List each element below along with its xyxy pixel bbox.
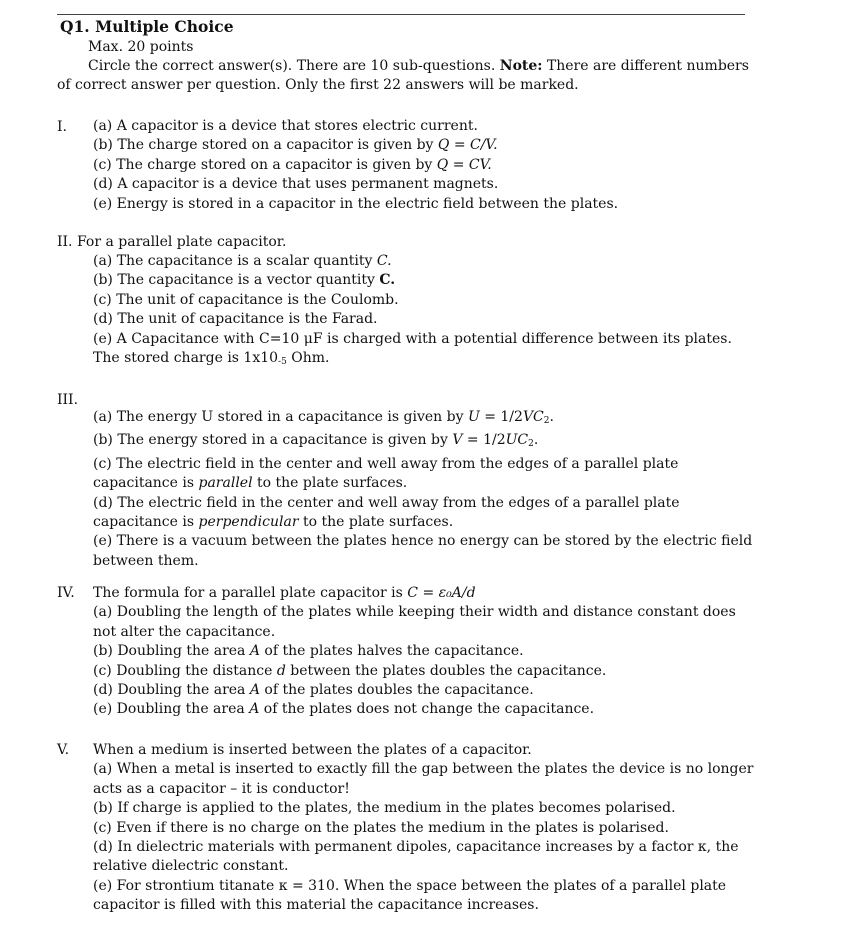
option-5d[interactable]: (d) In dielectric materials with permanent dipoles, capacitance increases by a factor κ, the relative dielectric constant.	[93, 839, 739, 875]
option-4a[interactable]: (a) Doubling the length of the plates while keeping their width and distance constant does not alter the capacitance.	[93, 604, 736, 640]
subquestion-4-options	[93, 584, 736, 720]
option-2e[interactable]: (e) A Capacitance with C=10 μF is charged with a potential difference between its plates. The stored charge is $1x10_{-5}$ Ohm.	[93, 330, 732, 368]
option-3a[interactable]: (a) The energy U stored in a capacitance is given by $U = 1/2VC_2$.	[93, 409, 554, 426]
option-3e[interactable]: (e) There is a vacuum between the plates hence no energy can be stored by the electric field between them.	[93, 533, 753, 569]
option-4c[interactable]: (c) Doubling the distance d between the plates doubles the capacitance.	[93, 662, 607, 679]
subquestion-1-options	[93, 117, 618, 214]
option-1a[interactable]: (a) A capacitor is a device that stores electric current.	[93, 118, 478, 134]
option-1e[interactable]: (e) Energy is stored in a capacitor in the electric field between the plates.	[93, 195, 619, 212]
option-5a[interactable]: (a) When a metal is inserted to exactly fill the gap between the plates the device is no longer acts as a capacitor – it is conductor!	[93, 761, 754, 797]
max-points: Max. 20 points	[88, 39, 194, 55]
option-2a[interactable]: (a) The capacitance is a scalar quantity C.	[93, 253, 392, 269]
top-rule	[57, 14, 745, 15]
option-2d[interactable]: (d) The unit of capacitance is the Farad.	[93, 311, 378, 328]
subquestion-3-number: III.	[57, 392, 79, 408]
subquestion-1-number: I.	[57, 119, 67, 135]
option-5e[interactable]: (e) For strontium titanate κ = 310. When the space between the plates of a parallel plate capacitor is filled with this material the capacitance increases.	[93, 877, 727, 914]
subquestion-5-stem: When a medium is inserted between the plates of a capacitor.	[93, 742, 532, 758]
option-4d[interactable]: (d) Doubling the area A of the plates doubles the capacitance.	[93, 682, 534, 699]
subquestion-3-options	[93, 408, 752, 571]
option-5c[interactable]: (c) Even if there is no charge on the plates the medium in the plates is polarised.	[93, 819, 669, 836]
option-1c[interactable]: (c) The charge stored on a capacitor is given by Q = CV.	[93, 156, 492, 173]
option-2b[interactable]: (b) The capacitance is a vector quantity C.	[93, 272, 396, 289]
subquestion-2-options	[93, 252, 732, 372]
subquestion-4-stem: The formula for a parallel plate capacitor is C = ε₀A/d	[93, 585, 476, 601]
note-label: Note:	[499, 58, 543, 74]
option-1d[interactable]: (d) A capacitor is a device that uses permanent magnets.	[93, 176, 499, 193]
option-3c[interactable]: (c) The electric field in the center and well away from the edges of a parallel plate capacitance is parallel to the plate surfaces.	[93, 455, 679, 492]
instructions-text-cont: There are different numbers	[546, 58, 749, 74]
option-4b[interactable]: (b) Doubling the area A of the plates halves the capacitance.	[93, 643, 524, 660]
instructions-line-1	[88, 57, 749, 76]
subquestion-4-number: IV.	[57, 585, 75, 601]
option-4e[interactable]: (e) Doubling the area A of the plates does not change the capacitance.	[93, 701, 595, 718]
option-3b[interactable]: (b) The energy stored in a capacitance is given by $V = 1/2UC_2$.	[93, 432, 539, 450]
subquestion-5-options	[93, 741, 753, 916]
instructions-text: Circle the correct answer(s). There are 10 sub-questions.	[88, 58, 496, 74]
subquestion-2-stem: II. For a parallel plate capacitor.	[57, 234, 287, 250]
option-1b[interactable]: (b) The charge stored on a capacitor is given by Q = C/V.	[93, 137, 498, 154]
instructions-line-2: of correct answer per question. Only the first 22 answers will be marked.	[57, 77, 579, 93]
option-2c[interactable]: (c) The unit of capacitance is the Coulomb.	[93, 291, 399, 308]
option-5b[interactable]: (b) If charge is applied to the plates, the medium in the plates becomes polarised.	[93, 800, 676, 817]
question-title: Q1. Multiple Choice	[60, 17, 234, 36]
subquestion-5-number: V.	[57, 742, 70, 758]
option-3d[interactable]: (d) The electric field in the center and well away from the edges of a parallel plate capacitance is perpendicular to the plate surfaces.	[93, 494, 680, 531]
